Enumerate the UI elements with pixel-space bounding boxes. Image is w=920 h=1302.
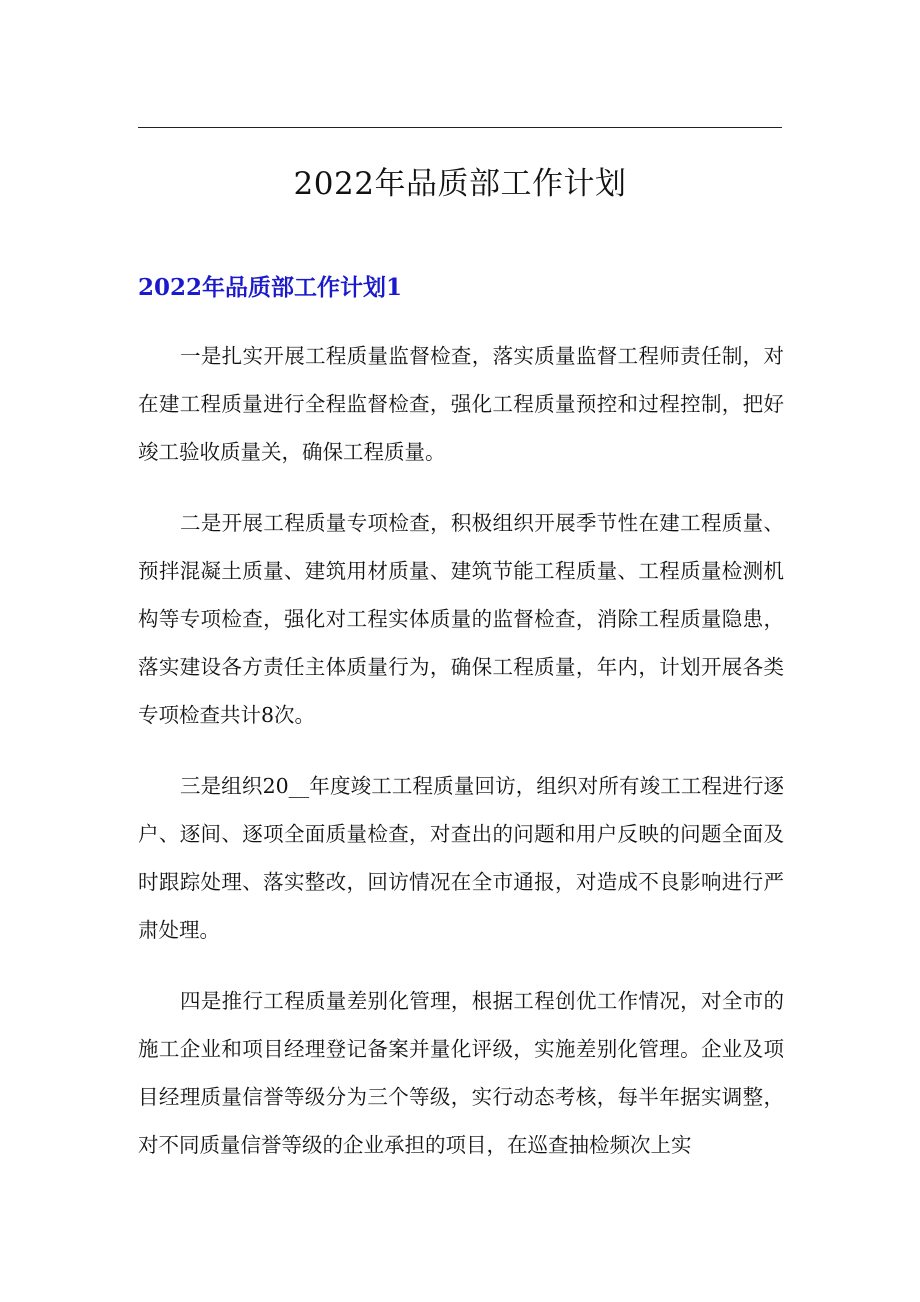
paragraph-1: 一是扎实开展工程质量监督检查，落实质量监督工程师责任制，对在建工程质量进行全程监督检查，强化工程质量预控和过程控制，把好竣工验收质量关，确保工程质量。	[138, 344, 784, 464]
paragraph-3: 三是组织20__年度竣工工程质量回访，组织对所有竣工工程进行逐户、逐间、逐项全面质量检查，对查出的问题和用户反映的问题全面及时跟踪处理、落实整改，回访情况在全市通报，对造成不良影响进行严肃处理。	[138, 774, 784, 942]
document-title: 2022年品质部工作计划	[293, 166, 627, 202]
header-rule	[138, 127, 782, 128]
paragraph-4: 四是推行工程质量差别化管理，根据工程创优工作情况，对全市的施工企业和项目经理登记备案并量化评级，实施差别化管理。企业及项目经理质量信誉等级分为三个等级，实行动态考核，每半年据实调整，对不同质量信誉等级的企业承担的项目，在巡查抽检频次上实	[138, 989, 784, 1157]
paragraph-2: 二是开展工程质量专项检查，积极组织开展季节性在建工程质量、预拌混凝土质量、建筑用材质量、建筑节能工程质量、工程质量检测机构等专项检查，强化对工程实体质量的监督检查，消除工程质量隐患，落实建设各方责任主体质量行为，确保工程质量，年内，计划开展各类专项检查共计8次。	[138, 511, 784, 727]
document-body	[138, 332, 784, 1169]
section-heading: 2022年品质部工作计划1	[138, 274, 403, 301]
